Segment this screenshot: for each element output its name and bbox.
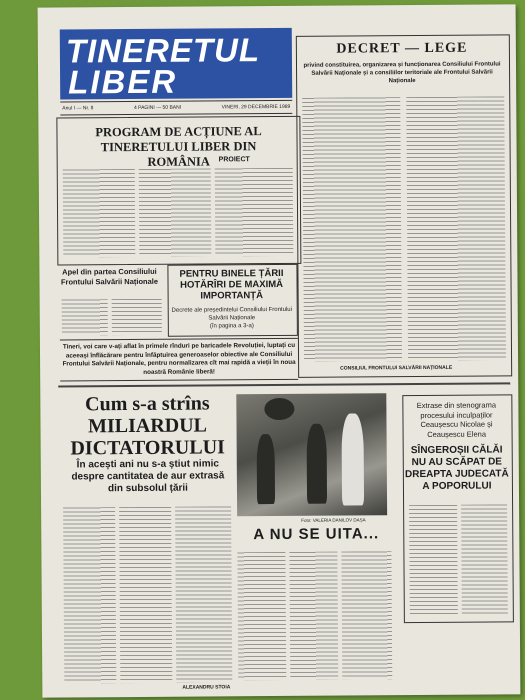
cum-author: ALEXANDRU STOIA: [182, 684, 231, 691]
masthead: [60, 28, 292, 100]
decret-title: DECRET — LEGE: [336, 40, 468, 57]
masthead-line1: TINERETUL: [65, 31, 261, 70]
apel-text-col-1: [62, 299, 108, 335]
stenograma-intro: Extrase din stenograma procesului inculpaților Ceaușescu Nicolae și Ceaușescu Elena: [416, 400, 497, 439]
photo-figure: [341, 413, 364, 505]
pentru-continuation: (în pagina a 3-a): [209, 323, 254, 330]
apel-title: Apel din partea Consiliului Frontului Salvării Naționale: [60, 266, 159, 287]
program-text-col-3: [215, 168, 294, 257]
cum-text-col-2: [119, 507, 172, 683]
decret-subtitle: privind constituirea, organizarea și funcționarea Consiliului Frontului Salvării Naționale și a consiliilor teritoriale ale Frontului Salvării Naționale: [303, 61, 501, 85]
issue-number: Anul I — Nr. 8: [62, 105, 94, 112]
issue-date: VINERI, 29 DECEMBRIE 1989: [221, 103, 291, 111]
price: 4 PAGINI — 50 BANI: [133, 104, 182, 112]
pentru-title: PENTRU BINELE ȚĂRII HOTĂRÎRI DE MAXIMĂ IMPORTANȚĂ: [179, 267, 284, 302]
photo-figure: [307, 424, 328, 504]
apel-text-col-2: [112, 299, 162, 335]
news-photo: [236, 393, 387, 516]
decret-text-col-1: [302, 97, 402, 362]
anu-text-col-1: [237, 552, 286, 680]
program-text-col-2: [139, 168, 212, 257]
cum-headline-3: DICTATORULUI: [70, 436, 225, 460]
stenograma-text-col-2: [461, 504, 508, 614]
stenograma-headline: SÎNGEROȘII CĂLĂI NU AU SCĂPAT DE DREAPTA JUDECATĂ A POPORULUI: [404, 444, 509, 493]
program-note: PROIECT: [218, 156, 250, 164]
decret-text-col-2: [406, 96, 506, 361]
anu-text-col-3: [341, 551, 392, 679]
appeal-text: Tineri, voi care v-ați aflat în primele rînduri pe baricadele Revoluției, luptați cu aceeași înflăcărare pentru înfăptuirea generoaselor obiective ale Consiliului Frontului Salvării Naționale, pentru normalizarea cît mai rapidă a vieții în noua noastră Românie liberă!: [60, 338, 298, 382]
pentru-subtitle: [170, 306, 294, 331]
photo-figure: [257, 434, 275, 504]
cum-headline: [62, 392, 232, 459]
photo-wheel: [264, 398, 294, 420]
cum-subheadline: În acești ani nu s-a știut nimic despre cantitatea de aur extrasă din subsolul țării: [71, 458, 225, 495]
decret-signature: CONSILIUL FRONTULUI SALVĂRII NAȚIONALE: [340, 364, 453, 372]
anu-headline: A NU SE UITA...: [253, 525, 380, 544]
masthead-line2: LIBER: [67, 62, 178, 101]
pentru-sub-text: Decrete ale președintelui Consiliului Frontului Salvării Naționale: [171, 306, 292, 322]
cum-text-col-3: [175, 506, 232, 682]
cum-headline-2: MILIARDUL: [87, 414, 208, 438]
dateline: [60, 100, 292, 116]
program-text-col-1: [63, 169, 136, 258]
anu-text-col-2: [289, 552, 338, 680]
program-title: PROGRAM DE ACȚIUNE AL TINERETULUI LIBER DIN ROMÂNIA: [95, 124, 262, 169]
photo-caption: Foto: VALERIA DANILOV DAȘA: [301, 517, 366, 523]
section-divider: [58, 382, 510, 387]
stenograma-text-col-1: [409, 505, 458, 615]
cum-headline-1: Cum s-a strîns: [85, 392, 210, 416]
cum-text-col-1: [63, 507, 116, 683]
newspaper-page: [38, 4, 521, 697]
